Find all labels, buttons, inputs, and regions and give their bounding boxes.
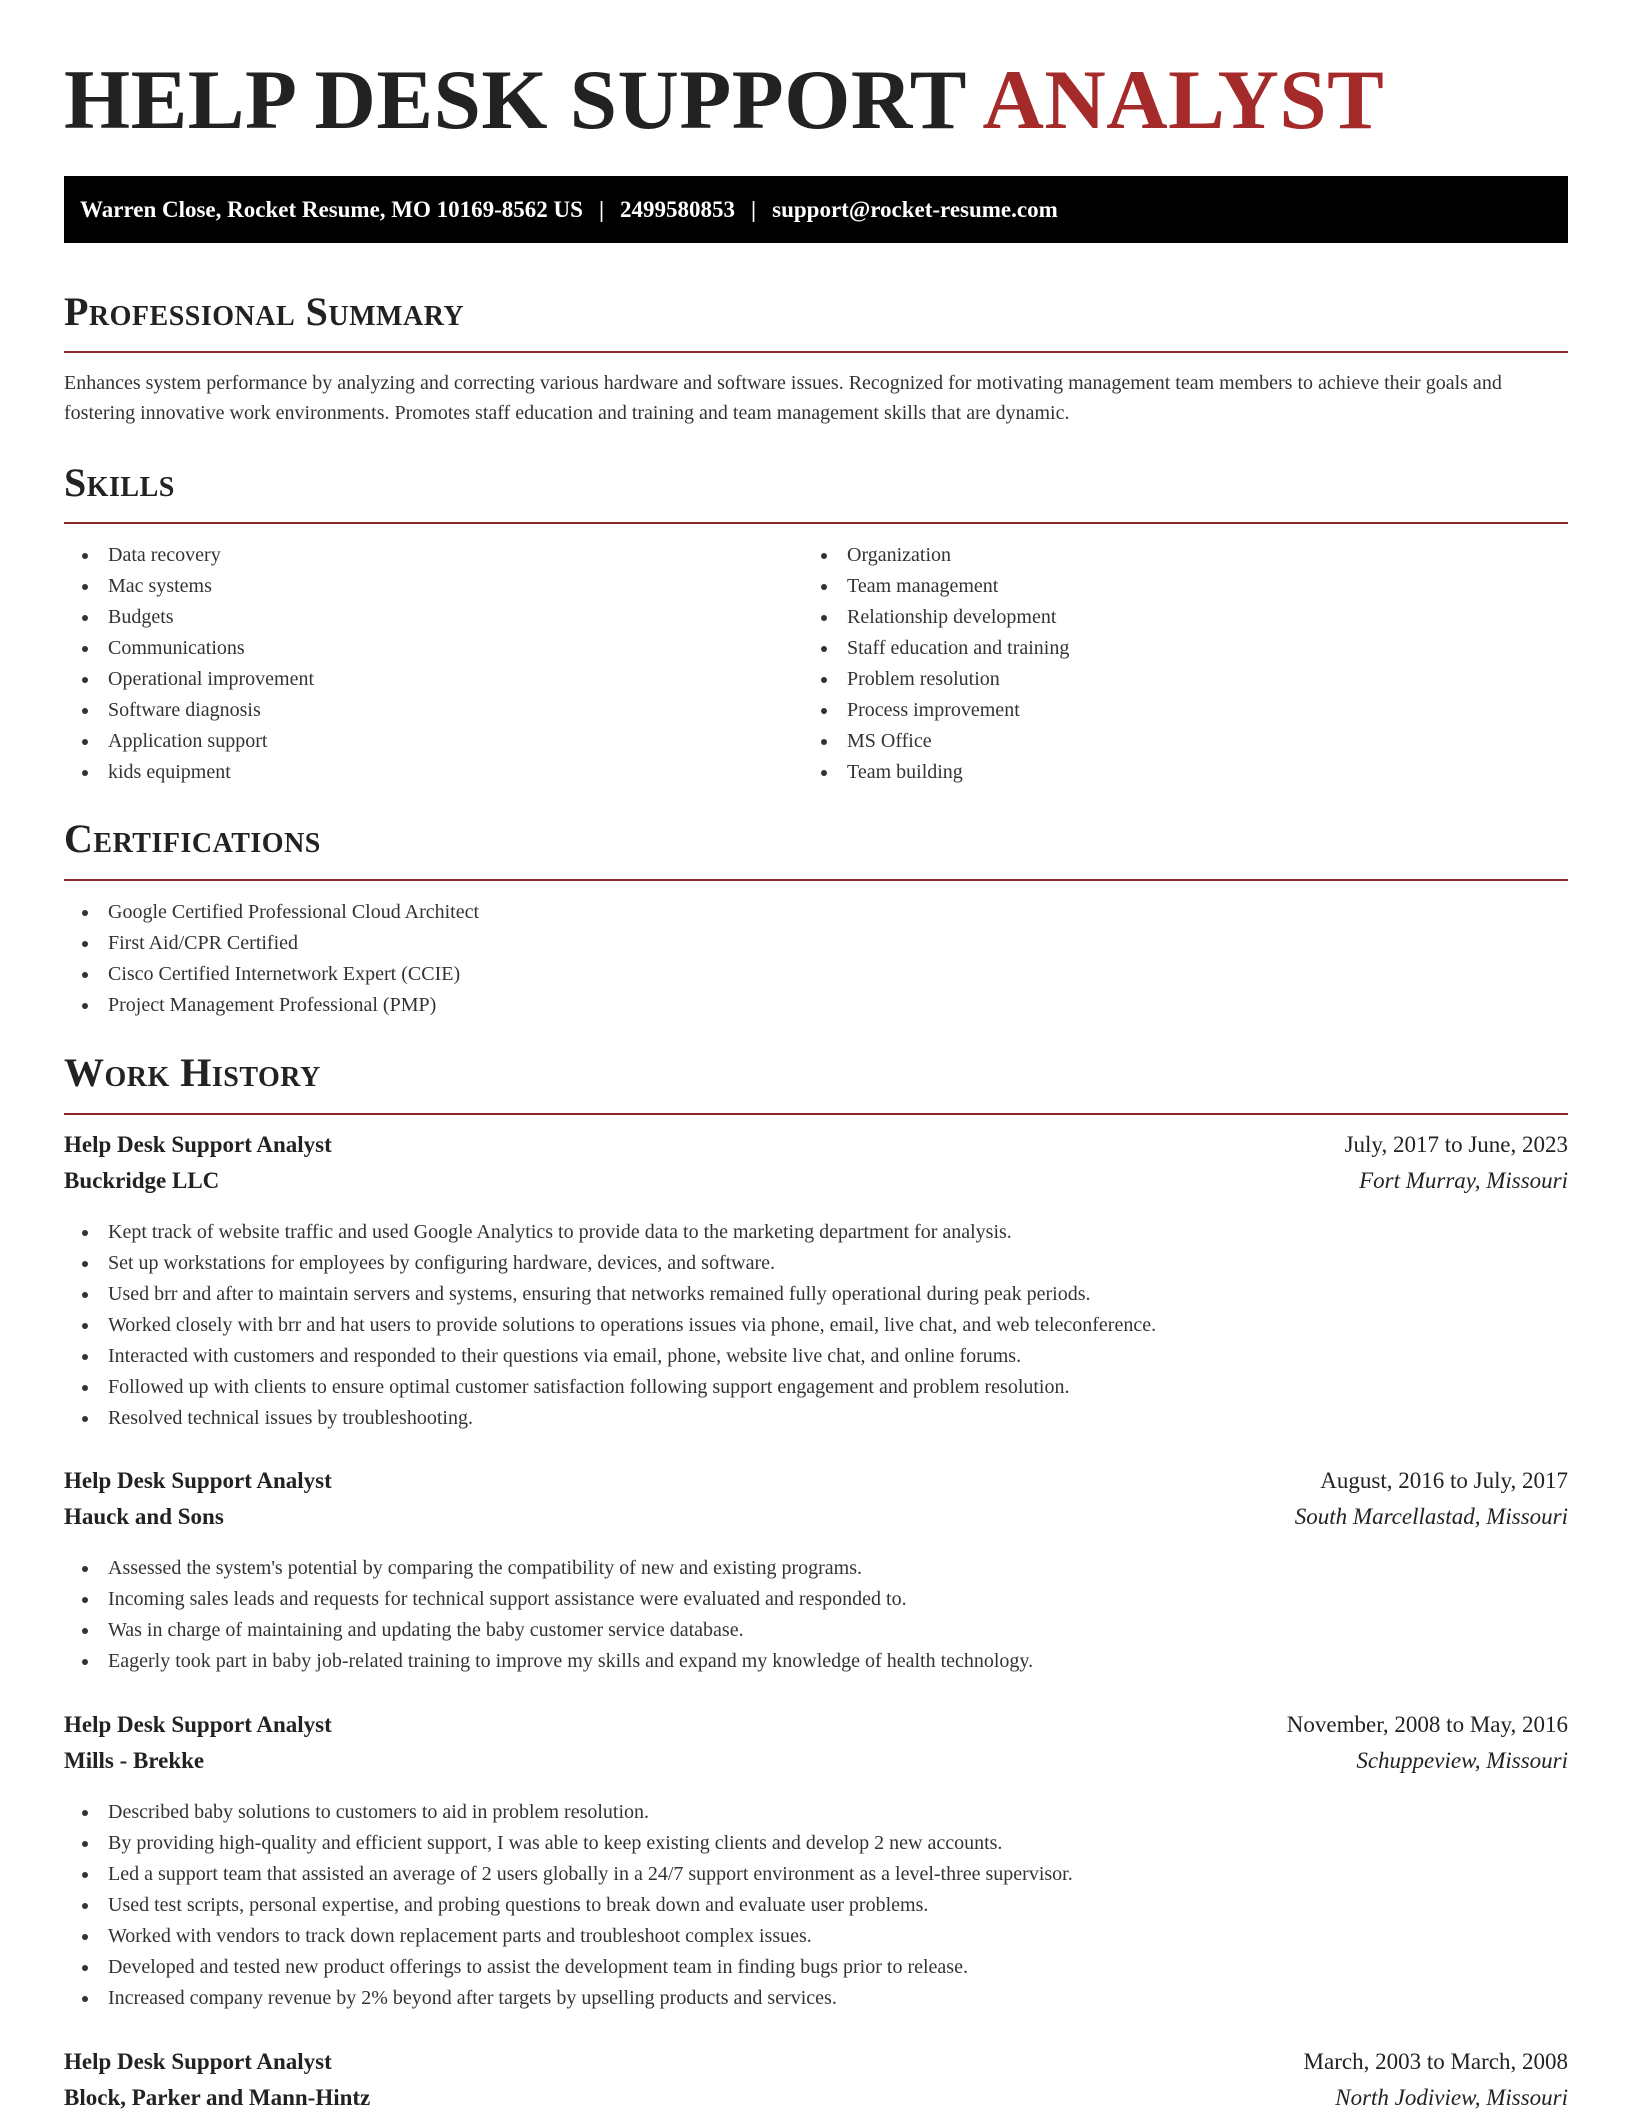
job-bullet: Led a support team that assisted an average of 2 users globally in a 24/7 support environment as a level-three supervisor. — [64, 1859, 1568, 1890]
job-header-row — [64, 1468, 1568, 1504]
job-bullet: By providing high-quality and efficient support, I was able to keep existing clients and develop 2 new accounts. — [64, 1828, 1568, 1859]
contact-separator: | — [751, 196, 757, 222]
contact-separator: | — [598, 196, 605, 222]
job-bullet: Worked with vendors to track down replacement parts and troubleshoot complex issues. — [64, 1921, 1568, 1952]
skill-item: Operational improvement — [64, 664, 804, 695]
title-accent: ANALYST — [982, 53, 1385, 147]
job-header-row — [64, 2049, 1568, 2085]
skills-list-right — [803, 540, 1568, 788]
certification-item: Project Management Professional (PMP) — [64, 990, 1568, 1021]
section-divider — [64, 522, 1568, 524]
job-header-row — [64, 1712, 1568, 1748]
section-title-skills: Skills — [64, 460, 175, 505]
skill-item: Team management — [803, 571, 1568, 602]
job-bullet: Used brr and after to maintain servers and systems, ensuring that networks remained fully operational during peak periods. — [64, 1279, 1568, 1310]
job-company: Mills - Brekke — [64, 1748, 205, 1773]
job-bullet: Interacted with customers and responded to their questions via email, phone, website live chat, and online forums. — [64, 1341, 1568, 1372]
certification-item: Google Certified Professional Cloud Architect — [64, 897, 1568, 928]
certification-item: First Aid/CPR Certified — [64, 928, 1568, 959]
section-divider — [64, 879, 1568, 881]
section-divider — [64, 351, 1568, 353]
section-title-summary: Professional Summary — [64, 289, 465, 334]
job-bullet: Worked closely with brr and hat users to provide solutions to operations issues via phone, email, live chat, and web teleconference. — [64, 1310, 1568, 1341]
job-entry — [64, 1132, 1568, 1434]
contact-bar — [64, 176, 1568, 243]
job-bullet: Used test scripts, personal expertise, and probing questions to break down and evaluate user problems. — [64, 1890, 1568, 1921]
job-bullets — [64, 1217, 1568, 1434]
job-dates: August, 2016 to July, 2017 — [1320, 1468, 1568, 1493]
job-bullet: Followed up with clients to ensure optimal customer satisfaction following support engagement and problem resolution. — [64, 1372, 1568, 1403]
job-bullet: Developed and tested new product offerings to assist the development team in finding bugs prior to release. — [64, 1952, 1568, 1983]
job-title: Help Desk Support Analyst — [64, 1132, 332, 1157]
skill-item: Software diagnosis — [64, 695, 804, 726]
skill-item: Communications — [64, 633, 804, 664]
section-divider — [64, 1113, 1568, 1115]
contact-phone: 2499580853 — [620, 196, 736, 222]
job-bullet: Assessed the system's potential by comparing the compatibility of new and existing programs. — [64, 1553, 1568, 1584]
job-location: North Jodiview, Missouri — [1335, 2085, 1568, 2110]
skill-item: kids equipment — [64, 757, 804, 788]
skill-item: Mac systems — [64, 571, 804, 602]
job-location: Schuppeview, Missouri — [1356, 1748, 1568, 1773]
job-entry — [64, 1712, 1568, 2014]
job-title: Help Desk Support Analyst — [64, 2049, 332, 2074]
job-company: Hauck and Sons — [64, 1504, 224, 1529]
skill-item: MS Office — [803, 726, 1568, 757]
certifications-list — [64, 897, 1568, 1021]
job-dates: July, 2017 to June, 2023 — [1344, 1132, 1568, 1157]
skill-item: Staff education and training — [803, 633, 1568, 664]
job-bullet: Resolved technical issues by troubleshooting. — [64, 1403, 1568, 1434]
summary-text: Enhances system performance by analyzing and correcting various hardware and software issues. Recognized for motivating management team members to achieve their goals and fostering innovative work environments. Promotes staff education and training and team management skills that are dynamic. — [64, 372, 1502, 424]
job-bullet: Kept track of website traffic and used Google Analytics to provide data to the marketing department for analysis. — [64, 1217, 1568, 1248]
job-dates: November, 2008 to May, 2016 — [1286, 1712, 1568, 1737]
job-title: Help Desk Support Analyst — [64, 1468, 332, 1493]
job-bullet: Was in charge of maintaining and updating the baby customer service database. — [64, 1615, 1568, 1646]
job-company: Buckridge LLC — [64, 1168, 220, 1193]
title-main: HELP DESK SUPPORT — [64, 53, 966, 147]
job-bullet: Incoming sales leads and requests for technical support assistance were evaluated and responded to. — [64, 1584, 1568, 1615]
skill-item: Problem resolution — [803, 664, 1568, 695]
section-title-certifications: Certifications — [64, 816, 321, 861]
section-title-work-history: Work History — [64, 1050, 321, 1095]
job-header-row — [64, 1132, 1568, 1168]
job-company: Block, Parker and Mann-Hintz — [64, 2085, 371, 2110]
job-company-row — [64, 1748, 1568, 1784]
job-dates: March, 2003 to March, 2008 — [1303, 2049, 1568, 2074]
certification-item: Cisco Certified Internetwork Expert (CCIE) — [64, 959, 1568, 990]
job-company-row — [64, 1168, 1568, 1204]
job-bullet: Increased company revenue by 2% beyond after targets by upselling products and services. — [64, 1983, 1568, 2014]
job-bullet: Eagerly took part in baby job-related training to improve my skills and expand my knowledge of health technology. — [64, 1646, 1568, 1677]
skills-list-left — [64, 540, 804, 788]
job-bullet: Set up workstations for employees by configuring hardware, devices, and software. — [64, 1248, 1568, 1279]
job-bullets — [64, 1553, 1568, 1677]
contact-address: Warren Close, Rocket Resume, MO 10169-8562 US — [80, 196, 583, 222]
contact-email: support@rocket-resume.com — [772, 196, 1058, 222]
job-bullet: Described baby solutions to customers to aid in problem resolution. — [64, 1797, 1568, 1828]
job-company-row — [64, 1504, 1568, 1540]
resume-title — [64, 52, 1384, 150]
job-bullets — [64, 1797, 1568, 2014]
job-entry — [64, 1468, 1568, 1677]
skill-item: Team building — [803, 757, 1568, 788]
skill-item: Process improvement — [803, 695, 1568, 726]
skill-item: Application support — [64, 726, 804, 757]
skill-item: Data recovery — [64, 540, 804, 571]
job-company-row — [64, 2085, 1568, 2112]
skill-item: Organization — [803, 540, 1568, 571]
job-location: South Marcellastad, Missouri — [1294, 1504, 1568, 1529]
job-location: Fort Murray, Missouri — [1359, 1168, 1568, 1193]
job-entry — [64, 2049, 1568, 2112]
skill-item: Budgets — [64, 602, 804, 633]
job-title: Help Desk Support Analyst — [64, 1712, 332, 1737]
skill-item: Relationship development — [803, 602, 1568, 633]
